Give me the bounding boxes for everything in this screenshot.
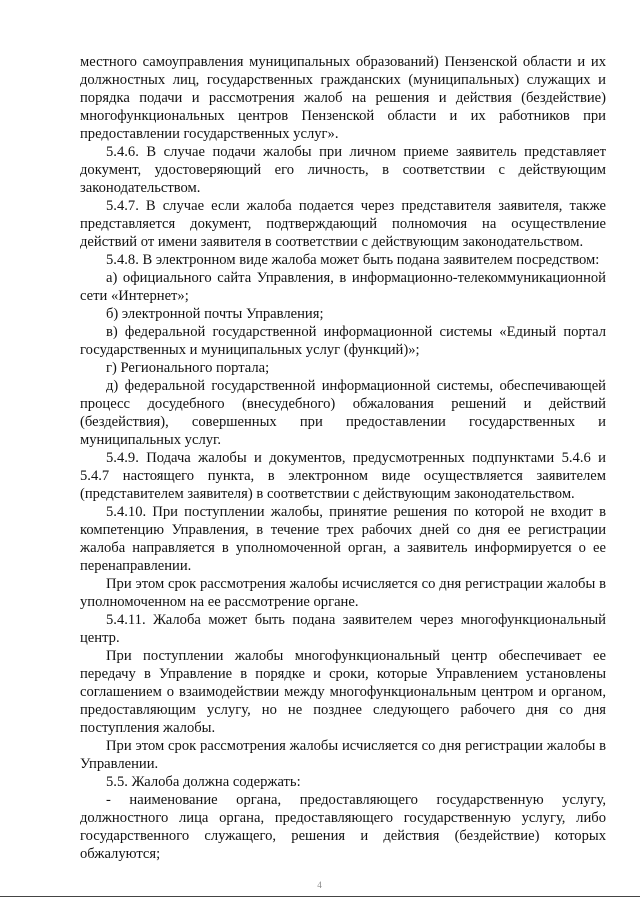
list-item-dash-1: - наименование органа, предоставляющего государственную услугу, должностного лица органа, предоставляющего государственную услугу, либо государственного служащего, решения и действия (бездействие) которых обжалуются; — [80, 792, 606, 862]
page-number: 4 — [317, 880, 323, 890]
paragraph-5-4-10: 5.4.10. При поступлении жалобы, принятие решения по которой не входит в компетенцию Управления, в течение трех рабочих дней со дня ее регистрации жалоба направляется в уполномоченной орган, а заявитель информируется о ее перенаправлении. — [80, 504, 606, 574]
paragraph-5-4-7: 5.4.7. В случае если жалоба подается через представителя заявителя, также представляется документ, подтверждающий полномочия на осуществление действий от имени заявителя в соответствии с действующим законодательством. — [80, 198, 606, 250]
paragraph-mfc-transfer: При поступлении жалобы многофункциональный центр обеспечивает ее передачу в Управление в порядке и сроки, которые Управлением установлены соглашением о взаимодействии между многофункциональным центром и органом, предоставляющим услугу, но не позднее следующего рабочего дня со дня поступления жалобы. — [80, 648, 606, 736]
document-page — [80, 53, 606, 863]
list-item-g: г) Регионального портала; — [106, 360, 270, 376]
paragraph-term-note-2: При этом срок рассмотрения жалобы исчисляется со дня регистрации жалобы в Управлении. — [80, 738, 606, 772]
bottom-edge-line — [0, 896, 640, 897]
list-item-d: д) федеральной государственной информационной системы, обеспечивающей процесс досудебного (внесудебного) обжалования решений и действий (бездействия), совершенных при предоставлении государственных и муниципальных услуг. — [80, 378, 606, 448]
paragraph-5-5: 5.5. Жалоба должна содержать: — [106, 774, 301, 790]
list-item-a: а) официального сайта Управления, в информационно-телекоммуникационной сети «Интернет»; — [80, 270, 606, 304]
paragraph-1: местного самоуправления муниципальных образований) Пензенской области и их должностных лиц, государственных гражданских (муниципальных) служащих и порядка подачи и рассмотрения жалоб на решения и действия (бездействие) многофункциональных центров Пензенской области и их работников при предоставлении государственных услуг». — [80, 54, 606, 142]
paragraph-5-4-8: 5.4.8. В электронном виде жалоба может быть подана заявителем посредством: — [106, 252, 600, 268]
paragraph-term-note-1: При этом срок рассмотрения жалобы исчисляется со дня регистрации жалобы в уполномоченном на ее рассмотрение органе. — [80, 576, 606, 610]
list-item-v: в) федеральной государственной информационной системы «Единый портал государственных и муниципальных услуг (функций)»; — [80, 324, 606, 358]
paragraph-5-4-6: 5.4.6. В случае подачи жалобы при личном приеме заявитель представляет документ, удостоверяющий его личность, в соответствии с действующим законодательством. — [80, 144, 606, 196]
list-item-b: б) электронной почты Управления; — [106, 306, 324, 322]
paragraph-5-4-11: 5.4.11. Жалоба может быть подана заявителем через многофункциональный центр. — [80, 612, 606, 646]
paragraph-5-4-9: 5.4.9. Подача жалобы и документов, предусмотренных подпунктами 5.4.6 и 5.4.7 настоящего пункта, в электронном виде осуществляется заявителем (представителем заявителя) в соответствии с действующим законодательством. — [80, 450, 606, 502]
